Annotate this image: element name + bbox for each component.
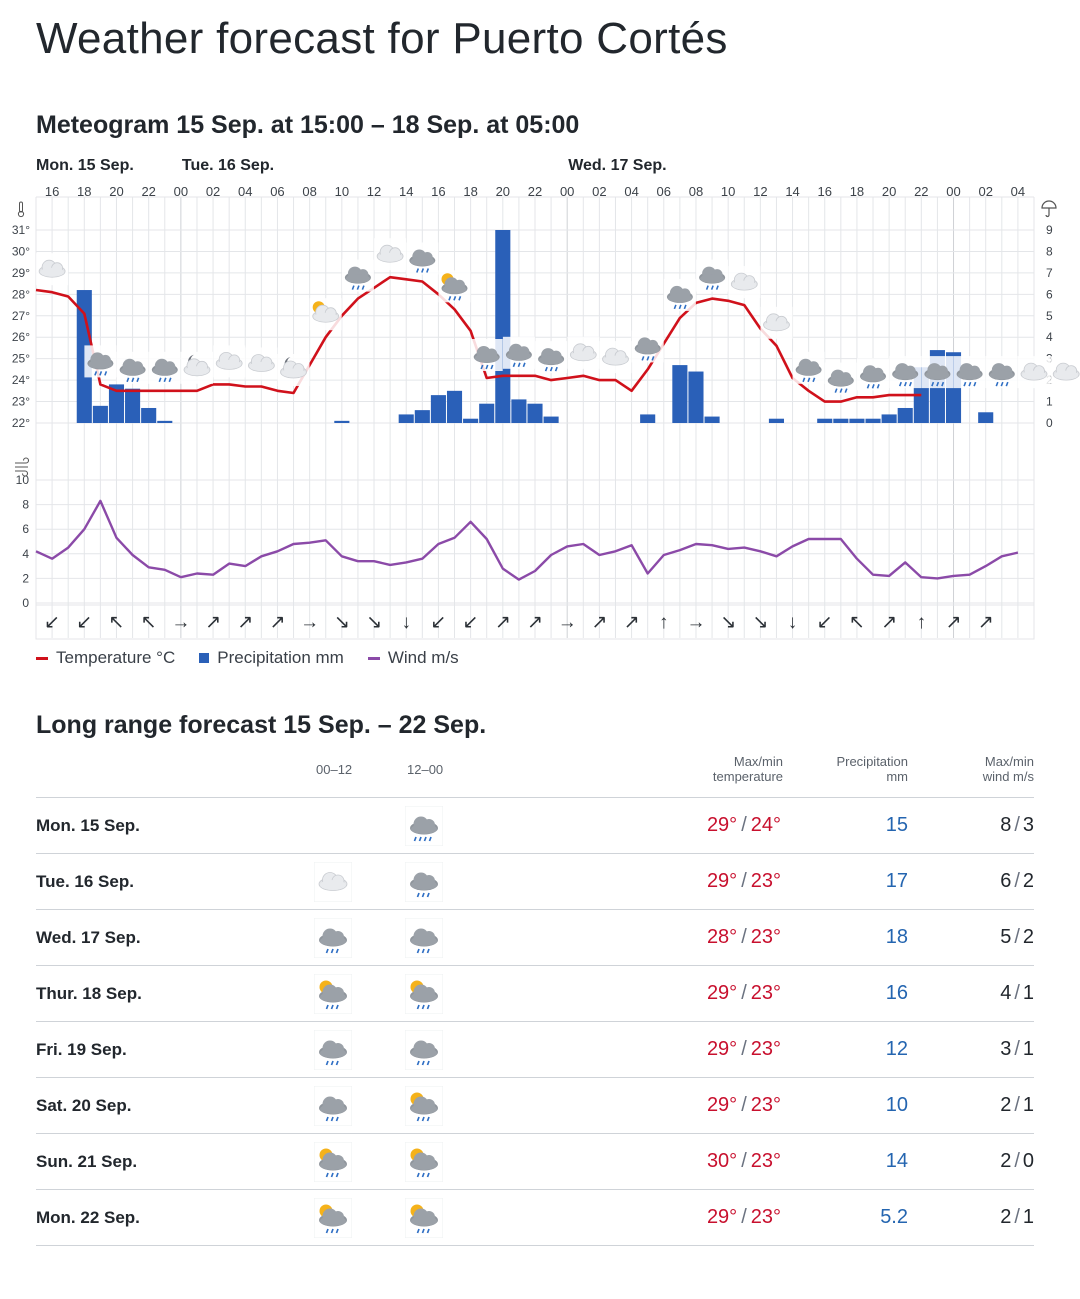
temp-tick-label: 23° <box>11 394 30 409</box>
table-row <box>36 854 1034 910</box>
header-precipitation <box>836 754 908 784</box>
precip-bar <box>141 408 156 423</box>
moon-cloud-icon <box>278 354 310 386</box>
precip-bar <box>833 419 848 423</box>
wind-direction-arrow: ↘ <box>333 612 350 633</box>
row-temp-max: 28° <box>706 926 738 948</box>
header-wind-line1: Max/min <box>984 754 1034 769</box>
legend-precipitation <box>199 648 344 668</box>
wind-tick-label: 8 <box>22 497 29 512</box>
row-day: Mon. 22 Sep. <box>36 1208 140 1227</box>
row-temp-min: 23° <box>750 1038 781 1060</box>
precip-bar <box>817 419 832 423</box>
precip-bar <box>978 412 993 423</box>
wind-direction-arrow: → <box>300 612 320 633</box>
temp-tick-label: 22° <box>11 416 30 430</box>
legend-wind-label: Wind m/s <box>387 648 459 667</box>
hour-label: 02 <box>978 184 993 199</box>
rain-icon <box>664 279 696 311</box>
cloud-icon <box>600 341 632 373</box>
table-row <box>36 1022 1034 1078</box>
legend-temperature-swatch <box>36 657 48 660</box>
wind-direction-arrow: ↗ <box>977 612 994 633</box>
rain-icon <box>954 356 986 388</box>
row-precipitation: 16 <box>885 982 908 1004</box>
wind-direction-arrow: → <box>557 612 577 633</box>
sun-rain-icon <box>405 1198 443 1238</box>
wind-direction-arrow: ↙ <box>430 612 447 633</box>
row-wind-min: 2 <box>1022 926 1034 948</box>
row-day: Mon. 15 Sep. <box>36 816 140 835</box>
wind-direction-arrow: ↗ <box>591 612 608 633</box>
wind-tick-label: 6 <box>22 522 29 537</box>
temp-tick-label: 25° <box>11 351 30 366</box>
meteogram-title: Meteogram 15 Sep. at 15:00 – 18 Sep. at 05:00 <box>36 111 580 139</box>
day-label: Mon. 15 Sep. <box>36 157 134 174</box>
hour-label: 08 <box>302 184 317 199</box>
cloud-icon <box>245 348 277 380</box>
row-wind-min: 1 <box>1022 1094 1034 1116</box>
row-wind-min: 2 <box>1022 870 1034 892</box>
row-precipitation: 5.2 <box>880 1206 908 1228</box>
cloud-icon <box>374 238 406 270</box>
precip-bar <box>463 419 478 423</box>
hour-label: 18 <box>77 184 92 199</box>
moon-cloud-icon <box>181 352 213 384</box>
legend-temperature-label: Temperature °C <box>56 648 176 667</box>
precip-tick-label: 9 <box>1046 223 1053 237</box>
wind-tick-label: 4 <box>22 546 29 561</box>
row-precipitation: 14 <box>885 1150 908 1172</box>
cloud-icon <box>314 862 352 902</box>
row-temp-max: 29° <box>706 870 738 892</box>
precip-tick-label: 7 <box>1046 265 1053 280</box>
precip-bar <box>399 414 414 423</box>
row-precipitation: 15 <box>885 814 908 836</box>
row-precipitation: 17 <box>885 870 908 892</box>
wind-direction-arrow: ↖ <box>140 612 157 633</box>
precip-bar <box>865 419 880 423</box>
meteogram-chart <box>0 150 1080 640</box>
row-day: Sat. 20 Sep. <box>36 1096 132 1115</box>
day-label: Tue. 16 Sep. <box>181 157 275 174</box>
row-wind: 2 / 1 <box>1000 1206 1034 1228</box>
precip-bar <box>705 417 720 423</box>
wind-line <box>36 501 1018 580</box>
row-temperature: 29° / 24° <box>706 814 781 836</box>
day-label: Wed. 17 Sep. <box>568 157 667 174</box>
cloud-icon <box>213 345 245 377</box>
sun-cloud-icon <box>310 298 342 330</box>
row-temp-min: 24° <box>750 814 781 836</box>
hour-label: 20 <box>881 184 897 199</box>
row-wind: 8 / 3 <box>1000 814 1034 836</box>
wind-direction-arrow: ↓ <box>787 612 798 633</box>
hour-label: 00 <box>946 184 961 199</box>
cloud-icon <box>567 337 599 369</box>
hour-label: 00 <box>173 184 189 199</box>
rain-icon <box>986 356 1018 388</box>
hour-label: 02 <box>592 184 607 199</box>
row-temp-max: 30° <box>706 1150 738 1172</box>
table-row <box>36 1078 1034 1134</box>
rain-icon <box>857 358 889 390</box>
row-temp-max: 29° <box>706 982 738 1004</box>
sun-rain-icon <box>405 1142 443 1182</box>
row-temperature: 29° / 23° <box>706 1206 781 1228</box>
hour-label: 20 <box>109 184 124 199</box>
rain-icon <box>117 352 149 384</box>
sun-rain-icon <box>314 1142 352 1182</box>
sun-rain-icon <box>405 974 443 1014</box>
hour-label: 06 <box>656 184 672 199</box>
precip-tick-label: 8 <box>1046 244 1053 259</box>
row-wind: 2 / 0 <box>1000 1150 1034 1172</box>
precip-bar <box>93 406 108 423</box>
sun-rain-icon <box>314 974 352 1014</box>
wind-direction-arrow: ↙ <box>76 612 93 633</box>
temp-tick-label: 26° <box>11 330 30 345</box>
rain-icon <box>314 1086 352 1126</box>
row-day: Sun. 21 Sep. <box>36 1152 138 1171</box>
row-temp-min: 23° <box>750 1094 781 1116</box>
precip-bar <box>688 372 703 423</box>
legend-wind-swatch <box>368 657 380 660</box>
wind-direction-arrow: ↖ <box>108 612 125 633</box>
hour-label: 06 <box>270 184 285 199</box>
long-range-table <box>36 750 1034 1246</box>
rain-heavy-icon <box>405 806 443 846</box>
row-wind-max: 4 <box>1000 982 1012 1004</box>
hour-label: 10 <box>334 184 350 199</box>
precip-bar <box>447 391 462 423</box>
umbrella-icon <box>1042 201 1056 217</box>
row-temp-max: 29° <box>706 1038 738 1060</box>
hour-label: 22 <box>527 184 543 199</box>
precip-bar <box>334 421 349 423</box>
page-title: Weather forecast for Puerto Cortés <box>36 14 728 63</box>
hour-label: 18 <box>849 184 865 199</box>
rain-icon <box>696 260 728 292</box>
row-wind-min: 3 <box>1022 814 1034 836</box>
row-day: Wed. 17 Sep. <box>36 928 141 947</box>
row-wind-max: 2 <box>1000 1206 1012 1228</box>
wind-direction-arrow: → <box>171 612 191 633</box>
precip-tick-label: 6 <box>1046 287 1053 302</box>
row-wind-max: 2 <box>1000 1150 1012 1172</box>
row-day: Fri. 19 Sep. <box>36 1040 127 1059</box>
long-range-rows <box>36 798 1034 1246</box>
rain-icon <box>889 356 921 388</box>
hour-label: 04 <box>624 184 639 199</box>
row-temp-min: 23° <box>750 1206 781 1228</box>
row-wind-min: 1 <box>1022 982 1034 1004</box>
row-wind-max: 2 <box>1000 1094 1012 1116</box>
table-row <box>36 1190 1034 1246</box>
wind-direction-arrow: ↓ <box>401 612 411 633</box>
wind-direction-arrow: ↙ <box>462 612 479 633</box>
header-period-2: 12–00 <box>407 762 444 777</box>
row-wind: 4 / 1 <box>1000 982 1034 1004</box>
row-wind-max: 8 <box>1000 814 1012 836</box>
row-wind: 3 / 1 <box>1000 1038 1034 1060</box>
row-temperature: 28° / 23° <box>706 926 781 948</box>
wind-tick-label: 10 <box>15 473 29 487</box>
precip-tick-label: 4 <box>1046 330 1053 345</box>
sun-rain-icon <box>439 270 471 302</box>
thermometer-icon <box>18 202 23 217</box>
precip-tick-label: 5 <box>1046 308 1053 323</box>
row-temperature: 29° / 23° <box>706 1094 781 1116</box>
temp-tick-label: 30° <box>11 244 30 259</box>
wind-direction-arrow: ↗ <box>237 612 254 633</box>
rain-icon <box>405 862 443 902</box>
precip-bar <box>898 408 913 423</box>
header-temperature-line1: Max/min <box>733 754 783 769</box>
precip-bar <box>849 419 864 423</box>
hour-label: 14 <box>785 184 800 199</box>
header-wind <box>983 754 1034 784</box>
cloud-icon <box>36 253 68 285</box>
sun-rain-icon <box>314 1198 352 1238</box>
wind-direction-arrow: ↗ <box>527 612 543 633</box>
table-row <box>36 966 1034 1022</box>
rain-icon <box>314 1030 352 1070</box>
hour-label: 22 <box>141 184 156 199</box>
hour-label: 12 <box>366 184 382 199</box>
header-precipitation-line1: Precipitation <box>836 754 908 769</box>
legend-precipitation-label: Precipitation mm <box>217 648 344 667</box>
hour-label: 20 <box>495 184 511 199</box>
cloud-icon <box>1018 356 1050 388</box>
rain-icon <box>793 352 825 384</box>
row-temp-min: 23° <box>750 870 781 892</box>
hour-label: 10 <box>720 184 736 199</box>
row-precipitation: 10 <box>885 1094 908 1116</box>
wind-direction-arrow: ↗ <box>494 612 511 633</box>
row-day: Thur. 18 Sep. <box>36 984 142 1003</box>
precip-bar <box>640 414 655 423</box>
wind-direction-arrow: ↘ <box>752 612 769 633</box>
header-temperature-line2: temperature <box>712 769 783 784</box>
row-temp-min: 23° <box>750 1150 781 1172</box>
row-wind: 6 / 2 <box>1000 870 1034 892</box>
rain-icon <box>632 330 664 362</box>
wind-direction-arrow: ↙ <box>816 612 833 633</box>
precip-bar <box>415 410 430 423</box>
cloud-icon <box>728 266 760 298</box>
long-range-title: Long range forecast 15 Sep. – 22 Sep. <box>36 711 487 739</box>
hour-label: 08 <box>688 184 704 199</box>
temp-tick-label: 29° <box>11 265 30 280</box>
legend-temperature <box>36 648 175 668</box>
precip-bar <box>544 417 559 423</box>
wind-direction-arrow: ↗ <box>881 612 898 633</box>
wind-direction-arrow: ↙ <box>44 612 61 633</box>
rain-icon <box>405 1030 443 1070</box>
hour-label: 16 <box>44 184 60 199</box>
header-temperature <box>713 754 783 784</box>
rain-icon <box>405 918 443 958</box>
row-temp-min: 23° <box>750 982 781 1004</box>
cloud-icon <box>761 307 793 339</box>
wind-tick-label: 0 <box>22 596 29 610</box>
row-temp-max: 29° <box>706 1206 738 1228</box>
row-wind: 2 / 1 <box>1000 1094 1034 1116</box>
row-wind-min: 1 <box>1022 1038 1034 1060</box>
rain-icon <box>149 352 181 384</box>
row-temp-max: 29° <box>706 1094 738 1116</box>
hour-label: 16 <box>431 184 446 199</box>
wind-direction-arrow: ↘ <box>366 612 382 633</box>
wind-direction-arrow: ↗ <box>205 612 222 633</box>
precip-bar <box>157 421 172 423</box>
temp-tick-label: 27° <box>11 308 30 323</box>
table-row <box>36 798 1034 854</box>
wind-direction-arrow: ↗ <box>623 612 640 633</box>
row-temperature: 29° / 23° <box>706 870 781 892</box>
cloud-icon <box>1050 356 1080 388</box>
table-row <box>36 910 1034 966</box>
precip-bar <box>882 414 897 423</box>
wind-tick-label: 2 <box>22 571 29 586</box>
precip-bar <box>479 404 494 423</box>
precip-bar <box>125 389 140 423</box>
row-temperature: 30° / 23° <box>706 1150 781 1172</box>
temp-tick-label: 28° <box>11 287 30 302</box>
rain-icon <box>406 243 438 275</box>
table-row <box>36 1134 1034 1190</box>
wind-direction-arrow: ↘ <box>720 612 737 633</box>
wind-direction-arrow: → <box>686 612 706 633</box>
wind-direction-arrow: ↖ <box>848 612 865 633</box>
hour-label: 18 <box>463 184 478 199</box>
temp-tick-label: 31° <box>11 223 30 237</box>
hour-label: 00 <box>559 184 575 199</box>
hour-label: 16 <box>817 184 832 199</box>
wind-direction-arrow: ↗ <box>269 612 286 633</box>
header-wind-line2: wind m/s <box>982 769 1034 784</box>
wind-direction-arrow: ↑ <box>916 612 927 633</box>
hour-label: 12 <box>753 184 768 199</box>
rain-icon <box>342 260 374 292</box>
wind-direction-arrow: ↗ <box>945 612 962 633</box>
row-temperature: 29° / 23° <box>706 982 781 1004</box>
precip-tick-label: 1 <box>1046 394 1053 409</box>
rain-icon <box>471 339 503 371</box>
rain-icon <box>503 337 535 369</box>
sun-rain-icon <box>405 1086 443 1126</box>
precip-bar <box>769 419 784 423</box>
row-precipitation: 12 <box>885 1038 908 1060</box>
row-temperature: 29° / 23° <box>706 1038 781 1060</box>
long-range-header <box>36 750 1034 798</box>
precip-bar <box>431 395 446 423</box>
precip-bar <box>495 230 510 423</box>
hour-label: 14 <box>398 184 414 199</box>
legend-wind <box>368 648 459 668</box>
row-wind-max: 3 <box>1000 1038 1012 1060</box>
precip-bar <box>511 399 526 423</box>
rain-icon <box>314 918 352 958</box>
precip-bar <box>672 365 687 423</box>
legend-precipitation-swatch <box>199 653 209 663</box>
row-day: Tue. 16 Sep. <box>36 872 134 891</box>
chart-legend <box>36 648 459 668</box>
header-period-1: 00–12 <box>316 762 353 777</box>
row-wind-min: 1 <box>1022 1206 1034 1228</box>
row-temp-max: 29° <box>706 814 738 836</box>
precip-tick-label: 0 <box>1046 416 1053 430</box>
hour-label: 04 <box>238 184 253 199</box>
wind-direction-arrow: ↑ <box>659 612 669 633</box>
header-precipitation-line2: mm <box>886 769 908 784</box>
rain-icon <box>84 345 116 377</box>
hour-label: 04 <box>1010 184 1026 199</box>
rain-icon <box>921 356 953 388</box>
temp-tick-label: 24° <box>11 373 30 388</box>
row-precipitation: 18 <box>885 926 908 948</box>
row-wind-max: 6 <box>1000 870 1012 892</box>
precip-bar <box>527 404 542 423</box>
hour-label: 22 <box>914 184 929 199</box>
rain-icon <box>535 341 567 373</box>
hour-label: 02 <box>205 184 221 199</box>
row-wind: 5 / 2 <box>1000 926 1034 948</box>
row-temp-min: 23° <box>750 926 781 948</box>
rain-icon <box>825 363 857 395</box>
empty-icon <box>314 806 352 846</box>
row-wind-min: 0 <box>1022 1150 1034 1172</box>
row-wind-max: 5 <box>1000 926 1012 948</box>
